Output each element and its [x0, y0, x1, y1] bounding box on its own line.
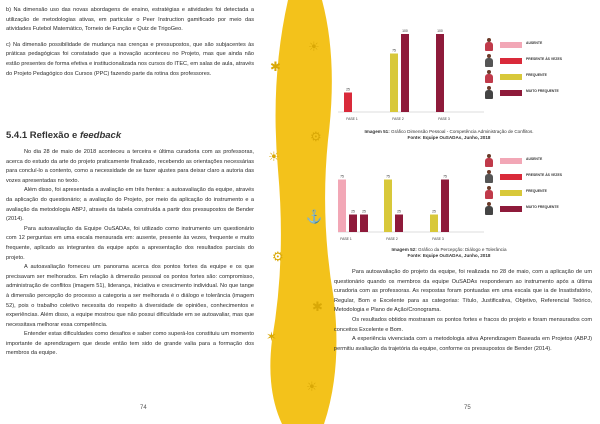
left-text-body	[6, 148, 254, 359]
bar-muito-frequente	[395, 215, 403, 233]
paragraph-right-2: Os resultados obtidos mostraram os pontos fortes e fracos do projeto e foram mensurados com conceitos Excelente e Bom.	[334, 316, 592, 333]
gear-icon: ⚙	[272, 249, 284, 264]
bar-muito-frequente	[349, 215, 357, 233]
bar-muito-frequente	[436, 34, 444, 112]
bar-frequente	[430, 215, 438, 233]
x-tick-label: FASE 1	[340, 237, 352, 240]
x-tick-label: FASE 3	[432, 237, 444, 240]
star-icon: ✶	[266, 329, 277, 344]
caption-image-51: Imagem 51: Gráfico Dimensão Pessoal - Competência Administração de Conflitos. Fonte: Equipe OuSADAs, Junho, 2018	[364, 129, 534, 140]
left-decor-band	[258, 0, 304, 424]
x-tick-label: FASE 2	[386, 237, 398, 240]
chart2-legend: AUSENTE PRESENTE ÀS VEZES FREQUENTE MUITO FREQUENTE	[482, 154, 582, 218]
lightbulb-icon: ☀	[268, 149, 280, 164]
page-number-left: 74	[140, 405, 147, 411]
gear-icon: ⚙	[310, 129, 322, 144]
bar-muito-frequente	[441, 180, 449, 233]
paragraph-2: Além disso, foi apresentada a avaliação em três frentes: a autoavaliação da equipe, através da aplicação do questionário; a avaliação do Projeto, por meio da aplicação do instrumento e a avaliação da metodologia ABPJ, através da tabela construída a partir dos pressupostos de Bender (2014).	[6, 187, 254, 223]
person-icon	[484, 202, 494, 215]
right-text-body	[334, 268, 592, 354]
bar-value-label: 100	[437, 29, 443, 33]
person-icon	[484, 86, 494, 99]
person-icon	[484, 186, 494, 199]
star-icon: ✱	[312, 299, 323, 314]
right-page	[304, 0, 600, 424]
star-icon: ✱	[270, 59, 281, 74]
person-icon	[484, 154, 494, 167]
lightbulb-icon: ☀	[306, 379, 318, 394]
bar-value-label: 75	[443, 174, 447, 179]
anchor-icon: ⚓	[306, 209, 323, 224]
chart1-legend: AUSENTE PRESENTE ÀS VEZES FREQUENTE MUITO FREQUENTE	[482, 38, 582, 102]
page-number-right: 75	[464, 405, 471, 411]
chart-administracao-conflitos	[336, 20, 486, 120]
bar-value-label: 75	[386, 174, 390, 179]
person-icon	[484, 70, 494, 83]
caption-image-52: Imagem 52: Gráfico da Percepção: Diálogo e Tolerância Fonte: Equipe OuSADAs, Junho, 2018	[391, 247, 507, 258]
paragraph-c: c) Na dimensão possibilidade de mudança nas crenças e pressupostos, que são subjacentes às práticas pedagógicas foi constatado que a inovação aconteceu no Projeto, mas que ainda não estão presentes de forma efetiva e institucionalizada nos cursos do ITEC, em salas de aula, através do Projeto Pedagógico dos Cursos (PPC) fazendo parte da rotina dos professores.	[6, 41, 254, 77]
person-icon	[484, 170, 494, 183]
paragraph-b: b) Na dimensão uso das novas abordagens de ensino, estratégias e atividades foi detectada a utilização de metodologias ativas, em particular o Peer Instruction gamificado por meio das atividades Futebol Matemático, Torneio de Função e Quiz de TrigoGeo.	[6, 7, 254, 33]
left-page	[0, 0, 296, 424]
section-heading: 5.4.1 Reflexão e feedback	[6, 130, 122, 141]
bar-value-label: 75	[340, 174, 344, 179]
bar-muito-frequente	[360, 215, 368, 233]
person-icon	[484, 54, 494, 67]
paragraph-right-3: A experiência vivenciada com a metodologia ativa Aprendizagem Baseada em Projetos (ABPJ) permitiu avaliação da trajetória da equipe, conforme os pressupostos de Bender (2014).	[334, 336, 592, 352]
bar-value-label: 25	[351, 209, 355, 214]
paragraph-5: Entender estas dificuldades como desafios e saber como superá-los constituiu um momento importante de aprendizagem que desde então tem sido de grande valia para a formação dos membros da equipe.	[6, 331, 254, 357]
paragraph-4: A autoavaliação forneceu um panorama acerca dos pontos fortes da equipe e os que precisavam ser melhorados. Em relação à dimensão pessoal os pontos fortes são: compromisso, administração de conflitos (imagem 51), liderança, iniciativa e crescimento individual. No que tange à dimensão percepção do processo a categoria a ser melhorada é o diálogo e tolerância (imagem 52), pois o trabalho coletivo necessita do respeito à diversidade de opiniões, conhecimentos e experiências. Além disso, a equipe mostrou que não possui dificuldade em se autoavaliar, mas que necessitava melhorar essa competência.	[6, 264, 254, 328]
x-tick-label: FASE 3	[438, 117, 450, 120]
x-tick-label: FASE 1	[346, 117, 358, 120]
bar-presente-s-vezes	[344, 93, 352, 113]
bar-value-label: 25	[362, 209, 366, 214]
bar-muito-frequente	[401, 34, 409, 112]
paragraph-3: Para autoavaliação da Equipe OuSADAs, foi utilizado como instrumento um questionário com 12 perguntas em uma escala mensurada em: ausente, presente às vezes, frequente e muito frequente, aplicado as integrantes da equipe após a apresentação dos resultados parciais do projeto.	[6, 225, 254, 261]
person-icon	[484, 38, 494, 51]
paragraph-right-1: Para autoavaliação do projeto da equipe, foi realizada no 28 de maio, com a aplicação de um questionário quando os membros da equipe OuSADAs responderam ao instrumento após a última curadoria com as professoras. As respostas foram pontuadas em uma escala que ia de Insatisfatório, Regular, Bom e Excelente para as categorias: Título, Justificativa, Objetivo, Referencial Teórico, Metodologia e Plano de Ação/Cronograma.	[334, 269, 592, 314]
bar-frequente	[384, 180, 392, 233]
paragraph-1: No dia 28 de maio de 2018 aconteceu a terceira e última curadoria com as professoras, acerca do estudo da arte do projeto praticamente finalizado, recebendo as orientações necessárias para concluí-lo a contento, como a necessidade de se fazer ajustes para deixar claro a autoria das vozes apresentadas no texto.	[6, 149, 254, 184]
bar-value-label: 25	[346, 87, 350, 92]
bar-value-label: 75	[392, 48, 396, 53]
bar-value-label: 25	[397, 209, 401, 214]
chart-dialogo-tolerancia	[336, 150, 486, 240]
lightbulb-icon: ☀	[308, 39, 320, 54]
bar-frequente	[390, 54, 398, 113]
x-tick-label: FASE 2	[392, 117, 404, 120]
bar-value-label: 25	[432, 209, 436, 214]
left-text-top	[6, 6, 254, 79]
bar-value-label: 100	[402, 29, 408, 33]
bar-ausente	[338, 180, 346, 233]
